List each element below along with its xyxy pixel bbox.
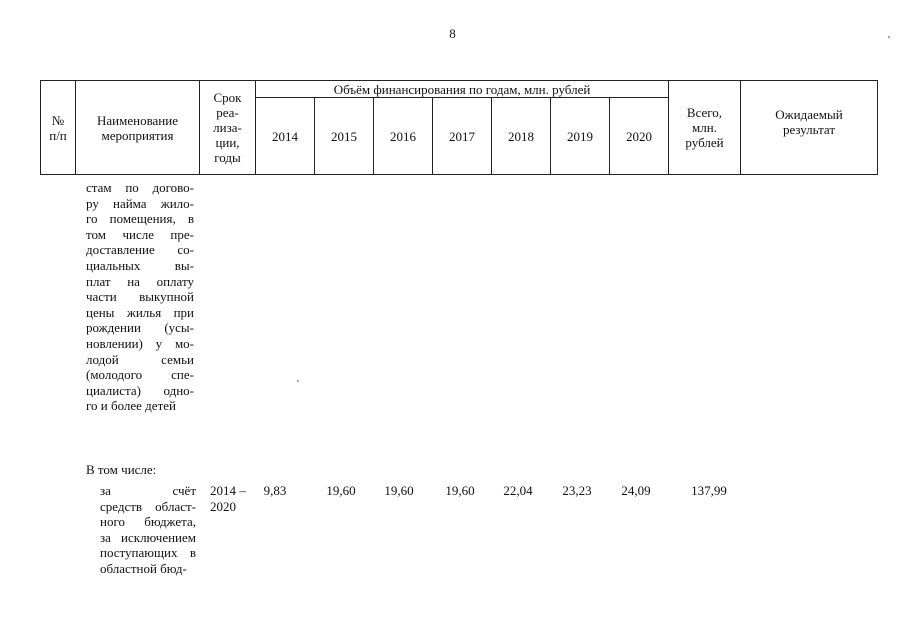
description-line: рождении (усы-	[86, 320, 194, 336]
header-year-2020: 2020	[610, 98, 669, 175]
description-line: го помещения, в	[86, 211, 194, 227]
header-year-2016: 2016	[374, 98, 433, 175]
value-2015: 19,60	[326, 483, 356, 498]
description-line: (молодого спе-	[86, 367, 194, 383]
header-total: Всего, млн. рублей	[669, 81, 741, 175]
value-2017: 19,60	[445, 483, 475, 498]
description-line: лодой семьи	[86, 351, 194, 367]
scan-speck	[888, 36, 890, 38]
value-2020: 24,09	[621, 483, 651, 498]
description-line: ного бюджета,	[100, 514, 196, 530]
header-number: № п/п	[41, 81, 76, 175]
description-line: го и более детей	[86, 398, 176, 414]
description-line: том числе пре-	[86, 226, 194, 242]
description-line: новлении) у мо-	[86, 335, 194, 351]
subheading-in-that-number: В том числе:	[86, 462, 157, 477]
header-year-2014: 2014	[256, 98, 315, 175]
description-line: плат на оплату	[86, 273, 194, 289]
page-number: 8	[449, 26, 456, 41]
value-2016: 19,60	[384, 483, 414, 498]
value-total: 137,99	[691, 483, 727, 498]
header-year-2015: 2015	[315, 98, 374, 175]
description-line: циалиста) одно-	[86, 382, 194, 398]
value-2019: 23,23	[562, 483, 592, 498]
header-period: Срок реа- лиза- ции, годы	[200, 81, 256, 175]
value-2018: 22,04	[503, 483, 533, 498]
header-funding-group: Объём финансирования по годам, млн. рублей	[256, 81, 669, 98]
description-line: доставление со-	[86, 242, 194, 258]
description-line: стам по догово-	[86, 180, 194, 195]
description-line: ру найма жило-	[86, 195, 194, 211]
sub-item-period: 2014 – 2020	[210, 483, 246, 514]
description-line: части выкупной	[86, 289, 194, 305]
description-line: за счёт	[100, 483, 196, 498]
scan-speck	[297, 380, 299, 382]
table-header	[40, 80, 878, 175]
description-line: цены жилья при	[86, 304, 194, 320]
description-line: средств област-	[100, 498, 196, 514]
description-line: поступающих в	[100, 545, 196, 561]
header-name: Наименование мероприятия	[76, 81, 200, 175]
header-year-2017: 2017	[433, 98, 492, 175]
header-year-2019: 2019	[551, 98, 610, 175]
value-2014: 9,83	[263, 483, 287, 498]
sub-item-description	[100, 483, 196, 577]
header-result: Ожидаемый результат	[741, 81, 878, 175]
header-year-2018: 2018	[492, 98, 551, 175]
description-line: за исключением	[100, 529, 196, 545]
description-line: областной бюд-	[100, 560, 187, 576]
item-description-continuation	[86, 180, 194, 414]
description-line: циальных вы-	[86, 257, 194, 273]
